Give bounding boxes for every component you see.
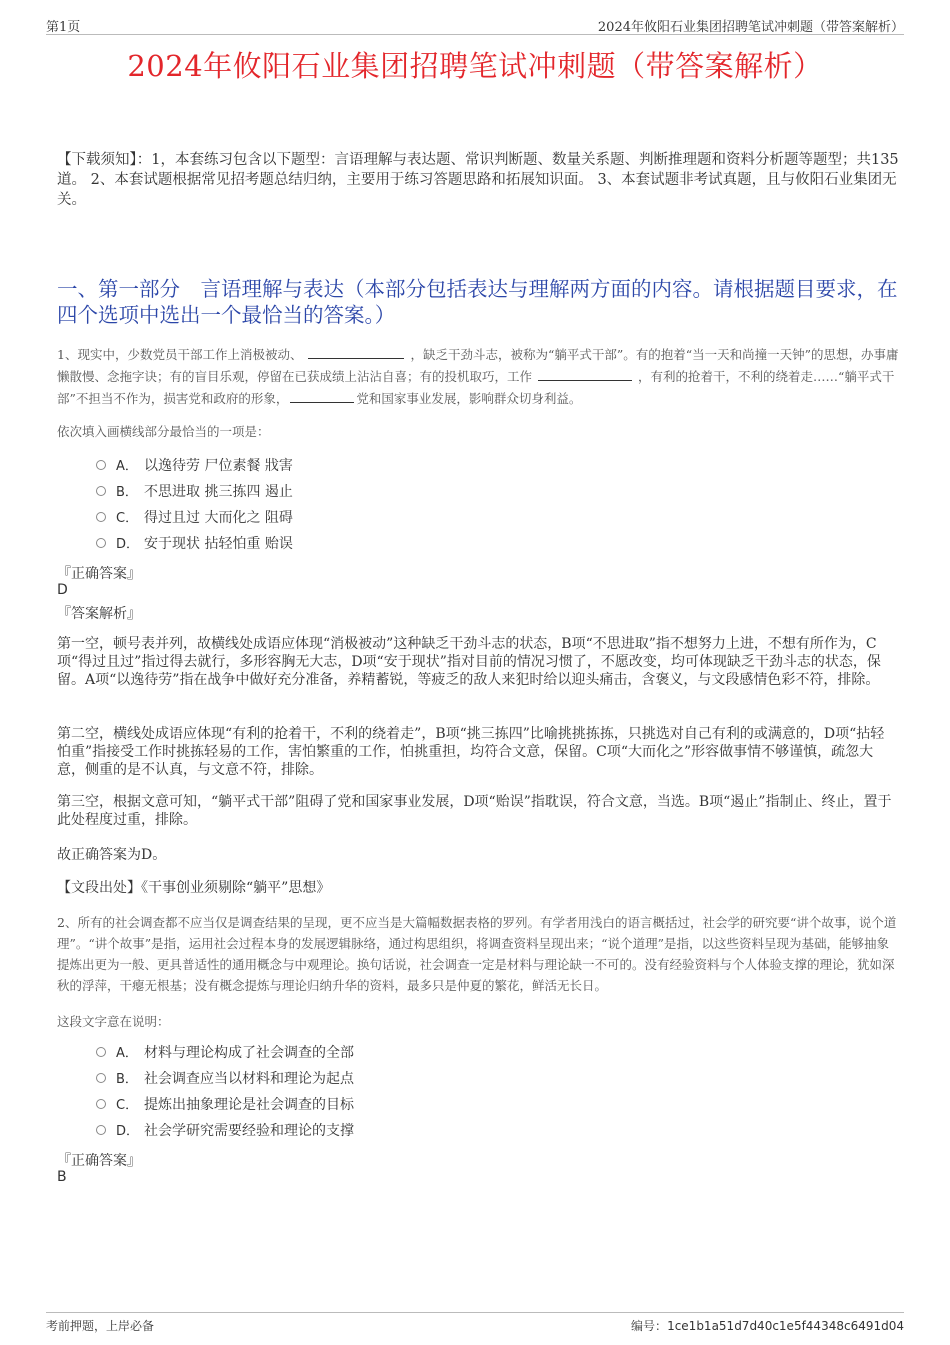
q1-option-a[interactable]: A． 以逸待劳 尸位素餐 戕害 (96, 453, 293, 479)
radio-icon[interactable] (96, 1099, 106, 1109)
footer-slogan: 考前押题，上岸必备 (46, 1319, 155, 1333)
q2-answer: B (57, 1169, 67, 1185)
q1-analysis-conclusion: 故正确答案为D。 (57, 847, 167, 863)
page-number: 第1页 (46, 20, 81, 35)
q1-options (96, 453, 293, 557)
q1-stem-part3: ，有利的抢着干，不利的绕着走……“躺平式干部”不担当不作为，损害党和政府的形象， (57, 369, 895, 406)
footer-code: 编号：1ce1b1a51d7d40c1e5f44348c6491d04 (631, 1319, 904, 1333)
radio-icon[interactable] (96, 1125, 106, 1135)
question-2-stem: 2、所有的社会调查都不应当仅是调查结果的呈现，更不应当是大篇幅数据表格的罗列。有学者用浅白的语言概括过，社会学的研究要“讲个故事，说个道理”。“讲个故事”是指，运用社会过程本身的发展逻辑脉络，通过构思组织，将调查资料呈现出来；“说个道理”是指，以这些资料呈现为基础，能够抽象提炼出更为一般、更具普适性的通用概念与中观理论。换句话说，社会调查一定是材料与理论缺一不可的。没有经验资料与个人体验支撑的理论，犹如深秋的浮萍，干瘪无根基；没有概念提炼与理论归纳升华的资料，最多只是仲夏的繁花，鲜活无长日。 (57, 915, 897, 993)
radio-icon[interactable] (96, 1047, 106, 1057)
page-footer (46, 1312, 904, 1335)
header-doc-title: 2024年攸阳石业集团招聘笔试冲刺题（带答案解析） (597, 20, 904, 35)
q1-analysis-paragraph: 第一空，顿号表并列，故横线处成语应体现“消极被动”这种缺乏干劲斗志的状态，B项“不思进取”指不想努力上进，不想有所作为，C项“得过且过”指过得去就行，多形容胸无大志，D项“安于现状”指对目前的情况习惯了，不愿改变，均可体现缺乏干劲斗志的状态，保留。A项“以逸待劳”指在战争中做好充分准备，养精蓄锐，等疲乏的敌人来犯时给以迎头痛击，含褒义，与文段感情色彩不符，排除。 (57, 636, 881, 688)
q1-answer: D (57, 582, 68, 598)
q2-option-b[interactable]: B． 社会调查应当以材料和理论为起点 (96, 1066, 354, 1092)
radio-icon[interactable] (96, 538, 106, 548)
radio-icon[interactable] (96, 512, 106, 522)
q1-option-d[interactable]: D． 安于现状 拈轻怕重 贻误 (96, 531, 293, 557)
q1-stem-part2: ，缺乏干劲斗志，被称为“躺平式干部”。有的抱着“当一天和尚撞一天钟”的思想，办事庸懒散慢、念拖字诀；有的盲目乐观，停留在已获成绩上沾沾自喜；有的投机取巧，工作 (57, 347, 899, 384)
q1-analysis-paragraph: 第二空，横线处成语应体现“有利的抢着干，不利的绕着走”，B项“挑三拣四”比喻挑挑拣拣，只挑选对自己有利的或满意的，D项“拈轻怕重”指接受工作时挑拣轻易的工作，害怕繁重的工作，怕挑重担，均符合文意，保留。C项“大而化之”形容做事情不够谨慎，疏忽大意，侧重的是不认真，与文意不符，排除。 (57, 726, 885, 778)
q2-options (96, 1040, 354, 1144)
document-title: 2024年攸阳石业集团招聘笔试冲刺题（带答案解析） (127, 49, 823, 83)
q2-prompt: 这段文字意在说明： (57, 1014, 170, 1029)
q2-option-a[interactable]: A． 材料与理论构成了社会调查的全部 (96, 1040, 354, 1066)
radio-icon[interactable] (96, 1073, 106, 1083)
q1-analysis-label: 『答案解析』 (57, 606, 141, 622)
page-header (46, 14, 904, 35)
radio-icon[interactable] (96, 460, 106, 470)
q1-stem-part4: 党和国家事业发展，影响群众切身利益。 (356, 391, 582, 406)
q1-analysis-paragraph: 第三空，根据文意可知，“躺平式干部”阻碍了党和国家事业发展，D项“贻误”指耽误，符合文意，当选。B项“遏止”指制止、终止，置于此处程度过重，排除。 (57, 794, 892, 828)
q1-answer-label: 『正确答案』 (57, 566, 141, 582)
q1-blank-2 (538, 368, 632, 381)
radio-icon[interactable] (96, 486, 106, 496)
q1-stem-part1: 1、现实中，少数党员干部工作上消极被动、 (57, 347, 303, 362)
q2-answer-label: 『正确答案』 (57, 1153, 141, 1169)
q1-source: 【文段出处】《干事创业须剔除“躺平”思想》 (57, 880, 331, 896)
section-title: 一、第一部分 言语理解与表达（本部分包括表达与理解两方面的内容。请根据题目要求，在四个选项中选出一个最恰当的答案。） (57, 277, 898, 327)
q2-option-d[interactable]: D． 社会学研究需要经验和理论的支撑 (96, 1118, 354, 1144)
download-notice: 【下载须知】：1，本套练习包含以下题型：言语理解与表达题、常识判断题、数量关系题、判断推理题和资料分析题等题型；共135道。 2、本套试题根据常见招考题总结归纳，主要用于练习答题思路和拓展知识面。 3、本套试题非考试真题，且与攸阳石业集团无关。 (57, 152, 899, 208)
q2-option-c[interactable]: C． 提炼出抽象理论是社会调查的目标 (96, 1092, 354, 1118)
q1-prompt: 依次填入画横线部分最恰当的一项是： (57, 424, 270, 439)
q1-option-b[interactable]: B． 不思进取 挑三拣四 遏止 (96, 479, 293, 505)
q1-blank-3 (290, 390, 354, 403)
q1-blank-1 (308, 346, 404, 359)
q1-option-c[interactable]: C． 得过且过 大而化之 阻碍 (96, 505, 293, 531)
question-1-stem (57, 344, 900, 410)
